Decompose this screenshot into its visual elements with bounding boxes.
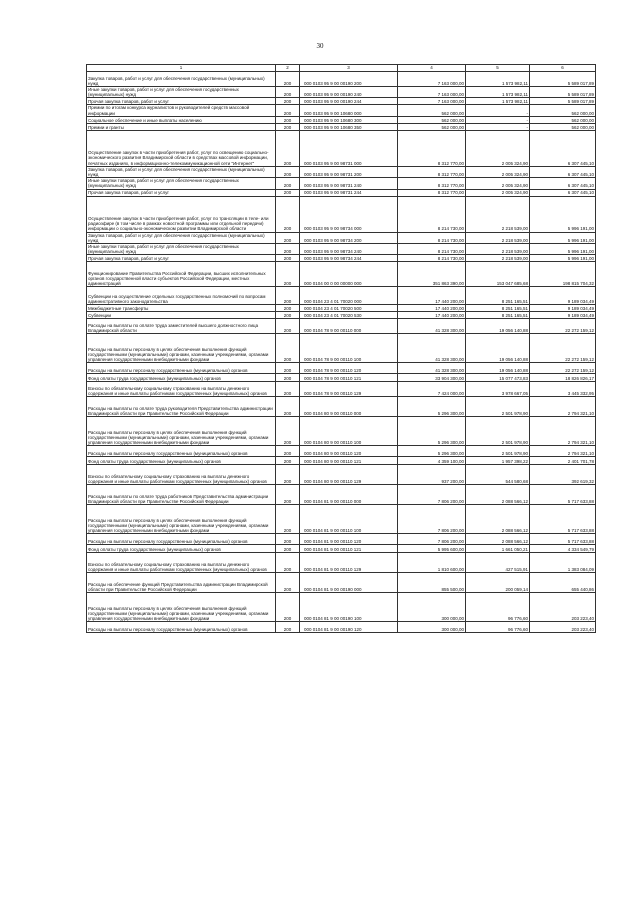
row-ved-code-cell: 200 — [276, 397, 300, 417]
row-remaining-cell: 18 826 826,17 — [530, 374, 596, 382]
row-ved-code-cell: 200 — [276, 417, 300, 446]
row-plan-cell: 5 995 600,00 — [398, 545, 466, 553]
row-executed-cell: 2 005 324,90 — [466, 178, 530, 189]
table-row — [87, 505, 596, 534]
row-ved-code-cell: 200 — [276, 334, 300, 363]
row-remaining-cell: 5 996 191,00 — [530, 255, 596, 262]
row-ved-code-cell: 200 — [276, 485, 300, 505]
row-plan-cell: 33 904 300,00 — [398, 374, 466, 382]
table-row — [87, 232, 596, 243]
row-budget-code-cell: 000 0104 00 0 00 00000 000 — [300, 262, 398, 287]
row-remaining-cell: 562 000,00 — [530, 123, 596, 130]
row-ved-code-cell: 200 — [276, 130, 300, 166]
row-remaining-cell: 9 189 034,49 — [530, 305, 596, 312]
row-ved-code-cell: 200 — [276, 465, 300, 485]
row-executed-cell: 2 218 539,00 — [466, 244, 530, 255]
row-executed-cell: 3 978 667,05 — [466, 382, 530, 397]
row-plan-cell: 17 440 200,00 — [398, 305, 466, 312]
table-row — [87, 105, 596, 116]
row-ved-code-cell: 200 — [276, 87, 300, 98]
row-executed-cell: 8 251 165,51 — [466, 312, 530, 319]
row-name-cell: Фонд оплаты труда государственных (муниципальных) органов — [87, 374, 276, 382]
row-name-cell: Осуществление закупок в части приобретения работ, услуг по трансляции в теле- или радиоэфире (в том числе в рамках новостной программы или отдельной передачи) информации о социально-экономическом развитии Владимирской области — [87, 196, 276, 232]
row-plan-cell: 7 806 200,00 — [398, 485, 466, 505]
row-ved-code-cell: 200 — [276, 374, 300, 382]
row-plan-cell: 562 000,00 — [398, 105, 466, 116]
row-executed-cell: 2 501 978,90 — [466, 417, 530, 446]
row-ved-code-cell: 200 — [276, 244, 300, 255]
row-remaining-cell: 5 717 633,88 — [530, 534, 596, 545]
row-budget-code-cell: 000 0104 80 9 00 00110 100 — [300, 417, 398, 446]
row-remaining-cell: 5 717 633,88 — [530, 505, 596, 534]
table-row — [87, 255, 596, 262]
row-plan-cell: 562 000,00 — [398, 116, 466, 123]
table-row — [87, 622, 596, 633]
row-name-cell: Фонд оплаты труда государственных (муниципальных) органов — [87, 457, 276, 465]
row-ved-code-cell: 200 — [276, 196, 300, 232]
row-budget-code-cell: 000 0104 81 9 00 00190 000 — [300, 573, 398, 593]
row-budget-code-cell: 000 0104 23 4 01 70020 530 — [300, 312, 398, 319]
table-row — [87, 123, 596, 130]
row-plan-cell: 8 214 730,00 — [398, 244, 466, 255]
row-budget-code-cell: 000 0104 80 9 00 00110 129 — [300, 465, 398, 485]
row-budget-code-cell: 000 0104 78 9 00 00110 000 — [300, 319, 398, 334]
row-budget-code-cell: 000 0104 81 9 00 00110 120 — [300, 534, 398, 545]
row-executed-cell: 2 218 539,00 — [466, 232, 530, 243]
table-row — [87, 189, 596, 196]
row-executed-cell: 2 088 566,12 — [466, 485, 530, 505]
row-plan-cell: 7 424 000,00 — [398, 382, 466, 397]
row-budget-code-cell: 000 0104 80 9 00 00110 121 — [300, 457, 398, 465]
table-row — [87, 319, 596, 334]
page-number: 30 — [316, 42, 324, 50]
row-remaining-cell: 2 794 321,10 — [530, 417, 596, 446]
table-header-row — [87, 65, 596, 72]
row-remaining-cell: 22 272 159,12 — [530, 334, 596, 363]
row-budget-code-cell: 000 0103 95 9 00 98734 244 — [300, 255, 398, 262]
row-plan-cell: 5 296 300,00 — [398, 446, 466, 457]
row-executed-cell: 200 059,14 — [466, 573, 530, 593]
row-ved-code-cell: 200 — [276, 593, 300, 622]
row-plan-cell: 7 163 000,00 — [398, 87, 466, 98]
row-budget-code-cell: 000 0104 78 9 00 00110 129 — [300, 382, 398, 397]
row-ved-code-cell: 200 — [276, 505, 300, 534]
row-plan-cell: 8 312 770,00 — [398, 166, 466, 177]
table-row — [87, 87, 596, 98]
row-ved-code-cell: 200 — [276, 446, 300, 457]
header-cell: 6 — [530, 65, 596, 72]
row-plan-cell: 8 214 730,00 — [398, 196, 466, 232]
table-row — [87, 374, 596, 382]
row-remaining-cell: 4 334 549,79 — [530, 545, 596, 553]
row-plan-cell: 41 328 300,00 — [398, 363, 466, 374]
table-row — [87, 363, 596, 374]
row-name-cell: Функционирование Правительства Российской Федерации, высших исполнительных органов государственной власти субъектов Российской Федерации, местных администраций — [87, 262, 276, 287]
row-ved-code-cell: 200 — [276, 262, 300, 287]
row-budget-code-cell: 000 0104 81 9 00 00110 129 — [300, 553, 398, 573]
row-remaining-cell: 6 307 445,10 — [530, 178, 596, 189]
row-plan-cell: 8 214 730,00 — [398, 232, 466, 243]
row-executed-cell: 2 088 566,12 — [466, 534, 530, 545]
row-budget-code-cell: 000 0104 81 9 00 00110 100 — [300, 505, 398, 534]
row-budget-code-cell: 000 0103 95 9 00 98731 200 — [300, 166, 398, 177]
table-row — [87, 465, 596, 485]
row-plan-cell: 8 214 730,00 — [398, 255, 466, 262]
row-name-cell: Расходы на выплаты персоналу в целях обеспечения выполнения функций государственными (муниципальными) органами, казенными учреждениями, органами управления государственными внебюджетными фондами — [87, 505, 276, 534]
row-remaining-cell: 9 189 034,49 — [530, 312, 596, 319]
row-executed-cell: 19 056 140,88 — [466, 363, 530, 374]
row-remaining-cell: 6 307 445,10 — [530, 166, 596, 177]
row-name-cell: Расходы на выплаты персоналу государственных (муниципальных) органов — [87, 534, 276, 545]
row-name-cell: Взносы по обязательному социальному страхованию на выплаты денежного содержания и иные выплаты работникам государственных (муниципальных) органов — [87, 465, 276, 485]
header-cell: 2 — [276, 65, 300, 72]
row-remaining-cell: 2 401 701,78 — [530, 457, 596, 465]
budget-execution-table — [86, 64, 596, 633]
row-remaining-cell: 6 307 445,10 — [530, 130, 596, 166]
row-ved-code-cell: 200 — [276, 72, 300, 87]
header-cell: 3 — [300, 65, 398, 72]
row-ved-code-cell: 200 — [276, 123, 300, 130]
row-remaining-cell: 562 000,00 — [530, 116, 596, 123]
row-executed-cell: 1 573 982,11 — [466, 98, 530, 105]
row-name-cell: Иные закупки товаров, работ и услуг для обеспечения государственных (муниципальных) нужд — [87, 87, 276, 98]
row-name-cell: Закупка товаров, работ и услуг для обеспечения государственных (муниципальных) нужд — [87, 232, 276, 243]
row-budget-code-cell: 000 0103 95 9 00 98734 000 — [300, 196, 398, 232]
row-name-cell: Фонд оплаты труда государственных (муниципальных) органов — [87, 545, 276, 553]
row-name-cell: Расходы на выплаты по оплате труда руководителя Представительства администрации Владимирской области при Правительстве Российской Федерации — [87, 397, 276, 417]
header-cell: 1 — [87, 65, 276, 72]
row-executed-cell: 153 047 685,68 — [466, 262, 530, 287]
table-row — [87, 72, 596, 87]
table-row — [87, 287, 596, 305]
row-budget-code-cell: 000 0104 80 9 00 00110 000 — [300, 397, 398, 417]
table-row — [87, 573, 596, 593]
row-executed-cell: 8 251 165,51 — [466, 287, 530, 305]
row-executed-cell: 2 218 539,00 — [466, 196, 530, 232]
header-cell: 4 — [398, 65, 466, 72]
table-row — [87, 382, 596, 397]
row-name-cell: Расходы на выплаты персоналу в целях обеспечения выполнения функций государственными (муниципальными) органами, казенными учреждениями, органами управления государственными внебюджетными фондами — [87, 334, 276, 363]
row-name-cell: Расходы на выплаты персоналу государственных (муниципальных) органов — [87, 363, 276, 374]
row-name-cell: Премии по итогам конкурса журналистов и руководителей средств массовой информации — [87, 105, 276, 116]
row-budget-code-cell: 000 0104 78 9 00 00110 100 — [300, 334, 398, 363]
row-name-cell: Расходы на выплаты персоналу государственных (муниципальных) органов — [87, 446, 276, 457]
row-executed-cell: 2 005 324,90 — [466, 189, 530, 196]
row-name-cell: Субвенции на осуществление отдельных государственных полномочий по вопросам административного законодательства — [87, 287, 276, 305]
row-plan-cell: 5 296 300,00 — [398, 417, 466, 446]
row-ved-code-cell: 200 — [276, 622, 300, 633]
row-plan-cell: 17 440 200,00 — [398, 312, 466, 319]
row-remaining-cell: 5 589 017,89 — [530, 87, 596, 98]
row-executed-cell: 8 251 165,51 — [466, 305, 530, 312]
row-executed-cell: 19 056 140,88 — [466, 319, 530, 334]
row-executed-cell: - — [466, 105, 530, 116]
table-row — [87, 534, 596, 545]
row-ved-code-cell: 200 — [276, 312, 300, 319]
row-name-cell: Премии и гранты — [87, 123, 276, 130]
row-ved-code-cell: 200 — [276, 382, 300, 397]
row-budget-code-cell: 000 0104 81 9 00 00190 100 — [300, 593, 398, 622]
row-remaining-cell: 562 000,00 — [530, 105, 596, 116]
row-remaining-cell: 5 996 191,00 — [530, 196, 596, 232]
row-ved-code-cell: 200 — [276, 98, 300, 105]
row-remaining-cell: 22 272 159,12 — [530, 363, 596, 374]
row-ved-code-cell: 200 — [276, 305, 300, 312]
row-name-cell: Расходы на выплаты по оплате труда работников Представительства администрации Владимирской области при Правительстве Российской Федерации — [87, 485, 276, 505]
row-remaining-cell: 5 589 017,89 — [530, 72, 596, 87]
row-name-cell: Прочая закупка товаров, работ и услуг — [87, 255, 276, 262]
table-row — [87, 130, 596, 166]
row-plan-cell: 8 312 770,00 — [398, 178, 466, 189]
row-executed-cell: 96 776,60 — [466, 622, 530, 633]
row-plan-cell: 300 000,00 — [398, 593, 466, 622]
row-budget-code-cell: 000 0104 81 9 00 00190 120 — [300, 622, 398, 633]
row-name-cell: Расходы на обеспечение функций Представительства администрации Владимирской области при Правительстве Российской Федерации — [87, 573, 276, 593]
table-row — [87, 312, 596, 319]
row-budget-code-cell: 000 0104 23 4 01 70020 500 — [300, 305, 398, 312]
row-ved-code-cell: 200 — [276, 319, 300, 334]
row-executed-cell: 1 573 982,11 — [466, 72, 530, 87]
row-ved-code-cell: 200 — [276, 573, 300, 593]
table-row — [87, 116, 596, 123]
row-budget-code-cell: 000 0104 23 4 01 70020 000 — [300, 287, 398, 305]
row-plan-cell: 41 328 300,00 — [398, 319, 466, 334]
row-ved-code-cell: 200 — [276, 116, 300, 123]
row-executed-cell: - — [466, 123, 530, 130]
row-executed-cell: 96 776,60 — [466, 593, 530, 622]
row-name-cell: Прочая закупка товаров, работ и услуг — [87, 98, 276, 105]
row-executed-cell: 15 077 473,83 — [466, 374, 530, 382]
row-budget-code-cell: 000 0103 95 9 00 98731 240 — [300, 178, 398, 189]
row-remaining-cell: 3 445 332,95 — [530, 382, 596, 397]
row-budget-code-cell: 000 0103 95 9 00 98731 000 — [300, 130, 398, 166]
row-executed-cell: 544 580,68 — [466, 465, 530, 485]
row-plan-cell: 300 000,00 — [398, 622, 466, 633]
row-name-cell: Закупка товаров, работ и услуг для обеспечения государственных (муниципальных) нужд — [87, 72, 276, 87]
row-budget-code-cell: 000 0103 95 9 00 98734 240 — [300, 244, 398, 255]
row-plan-cell: 5 296 300,00 — [398, 397, 466, 417]
header-cell: 5 — [466, 65, 530, 72]
row-executed-cell: 2 501 978,90 — [466, 397, 530, 417]
row-remaining-cell: 5 717 633,88 — [530, 485, 596, 505]
row-budget-code-cell: 000 0104 80 9 00 00110 120 — [300, 446, 398, 457]
row-remaining-cell: 5 589 017,89 — [530, 98, 596, 105]
row-name-cell: Осуществление закупок в части приобретения работ, услуг по освещению социально-экономического развития Владимирской области в средствах массовой информации, печатных изданиях, в информационно-телекоммуникационной сети "Интернет" — [87, 130, 276, 166]
row-plan-cell: 8 312 770,00 — [398, 130, 466, 166]
row-plan-cell: 8 312 770,00 — [398, 189, 466, 196]
row-budget-code-cell: 000 0104 81 9 00 00110 000 — [300, 485, 398, 505]
row-plan-cell: 351 863 390,00 — [398, 262, 466, 287]
table-row — [87, 457, 596, 465]
row-budget-code-cell: 000 0103 95 9 00 98734 200 — [300, 232, 398, 243]
row-ved-code-cell: 200 — [276, 363, 300, 374]
row-executed-cell: 2 501 978,90 — [466, 446, 530, 457]
row-executed-cell: 1 573 982,11 — [466, 87, 530, 98]
table-row — [87, 178, 596, 189]
row-name-cell: Взносы по обязательному социальному страхованию на выплаты денежного содержания и иные выплаты работникам государственных (муниципальных) органов — [87, 553, 276, 573]
row-ved-code-cell: 200 — [276, 534, 300, 545]
row-budget-code-cell: 000 0103 95 9 00 00190 244 — [300, 98, 398, 105]
row-ved-code-cell: 200 — [276, 255, 300, 262]
table-row — [87, 545, 596, 553]
table-row — [87, 593, 596, 622]
row-executed-cell: 1 661 050,21 — [466, 545, 530, 553]
row-ved-code-cell: 200 — [276, 166, 300, 177]
row-name-cell: Закупка товаров, работ и услуг для обеспечения государственных (муниципальных) нужд — [87, 166, 276, 177]
row-budget-code-cell: 000 0103 95 9 00 10680 300 — [300, 116, 398, 123]
row-ved-code-cell: 200 — [276, 545, 300, 553]
row-budget-code-cell: 000 0104 78 9 00 00110 120 — [300, 363, 398, 374]
row-plan-cell: 937 200,00 — [398, 465, 466, 485]
table-row — [87, 305, 596, 312]
row-ved-code-cell: 200 — [276, 287, 300, 305]
row-executed-cell: 19 056 140,88 — [466, 334, 530, 363]
table-row — [87, 166, 596, 177]
row-budget-code-cell: 000 0104 78 9 00 00110 121 — [300, 374, 398, 382]
row-name-cell: Иные закупки товаров, работ и услуг для обеспечения государственных (муниципальных) нужд — [87, 244, 276, 255]
row-remaining-cell: 22 272 159,12 — [530, 319, 596, 334]
row-ved-code-cell: 200 — [276, 105, 300, 116]
row-plan-cell: 4 359 100,00 — [398, 457, 466, 465]
row-plan-cell: 7 163 000,00 — [398, 72, 466, 87]
row-plan-cell: 41 328 300,00 — [398, 334, 466, 363]
row-name-cell: Социальное обеспечение и иные выплаты населению — [87, 116, 276, 123]
row-remaining-cell: 6 307 445,10 — [530, 189, 596, 196]
row-ved-code-cell: 200 — [276, 178, 300, 189]
row-budget-code-cell: 000 0103 95 9 00 10680 350 — [300, 123, 398, 130]
row-ved-code-cell: 200 — [276, 189, 300, 196]
row-remaining-cell: 1 383 084,09 — [530, 553, 596, 573]
row-remaining-cell: 655 440,86 — [530, 573, 596, 593]
table-row — [87, 334, 596, 363]
row-remaining-cell: 9 189 034,49 — [530, 287, 596, 305]
row-plan-cell: 7 806 200,00 — [398, 534, 466, 545]
row-executed-cell: 2 088 566,12 — [466, 505, 530, 534]
row-remaining-cell: 5 996 191,00 — [530, 244, 596, 255]
row-executed-cell: 427 515,91 — [466, 553, 530, 573]
row-name-cell: Расходы на выплаты персоналу в целях обеспечения выполнения функций государственными (муниципальными) органами, казенными учреждениями, органами управления государственными внебюджетными фондами — [87, 417, 276, 446]
row-plan-cell: 855 500,00 — [398, 573, 466, 593]
row-executed-cell: 1 957 398,22 — [466, 457, 530, 465]
row-name-cell: Расходы на выплаты по оплате труда заместителей высшего должностного лица Владимирской области — [87, 319, 276, 334]
row-executed-cell: 2 218 539,00 — [466, 255, 530, 262]
table-row — [87, 244, 596, 255]
table-row — [87, 485, 596, 505]
table-row — [87, 417, 596, 446]
row-remaining-cell: 198 815 704,32 — [530, 262, 596, 287]
row-budget-code-cell: 000 0103 95 9 00 00190 200 — [300, 72, 398, 87]
row-budget-code-cell: 000 0104 81 9 00 00110 121 — [300, 545, 398, 553]
row-executed-cell: 2 005 324,90 — [466, 130, 530, 166]
row-plan-cell: 7 163 000,00 — [398, 98, 466, 105]
row-name-cell: Межбюджетные трансферты — [87, 305, 276, 312]
row-name-cell: Субвенции — [87, 312, 276, 319]
row-name-cell: Расходы на выплаты персоналу в целях обеспечения выполнения функций государственными (муниципальными) органами, казенными учреждениями, органами управления государственными внебюджетными фондами — [87, 593, 276, 622]
row-remaining-cell: 203 223,40 — [530, 622, 596, 633]
row-plan-cell: 7 806 200,00 — [398, 505, 466, 534]
row-remaining-cell: 392 619,32 — [530, 465, 596, 485]
row-name-cell: Расходы на выплаты персоналу государственных (муниципальных) органов — [87, 622, 276, 633]
row-ved-code-cell: 200 — [276, 457, 300, 465]
row-ved-code-cell: 200 — [276, 232, 300, 243]
row-budget-code-cell: 000 0103 95 9 00 10680 000 — [300, 105, 398, 116]
row-plan-cell: 1 810 600,00 — [398, 553, 466, 573]
row-budget-code-cell: 000 0103 95 9 00 00190 240 — [300, 87, 398, 98]
row-plan-cell: 562 000,00 — [398, 123, 466, 130]
table-row — [87, 196, 596, 232]
row-name-cell: Взносы по обязательному социальному страхованию на выплаты денежного содержания и иные выплаты работникам государственных (муниципальных) органов — [87, 382, 276, 397]
row-ved-code-cell: 200 — [276, 553, 300, 573]
row-executed-cell: - — [466, 116, 530, 123]
row-name-cell: Прочая закупка товаров, работ и услуг — [87, 189, 276, 196]
table-row — [87, 98, 596, 105]
row-executed-cell: 2 005 324,90 — [466, 166, 530, 177]
table-row — [87, 446, 596, 457]
row-budget-code-cell: 000 0103 95 9 00 98731 244 — [300, 189, 398, 196]
table-row — [87, 262, 596, 287]
row-remaining-cell: 5 996 191,00 — [530, 232, 596, 243]
row-remaining-cell: 203 223,40 — [530, 593, 596, 622]
table-row — [87, 397, 596, 417]
row-name-cell: Иные закупки товаров, работ и услуг для обеспечения государственных (муниципальных) нужд — [87, 178, 276, 189]
row-remaining-cell: 2 794 321,10 — [530, 446, 596, 457]
row-plan-cell: 17 440 200,00 — [398, 287, 466, 305]
table-row — [87, 553, 596, 573]
row-remaining-cell: 2 794 321,10 — [530, 397, 596, 417]
